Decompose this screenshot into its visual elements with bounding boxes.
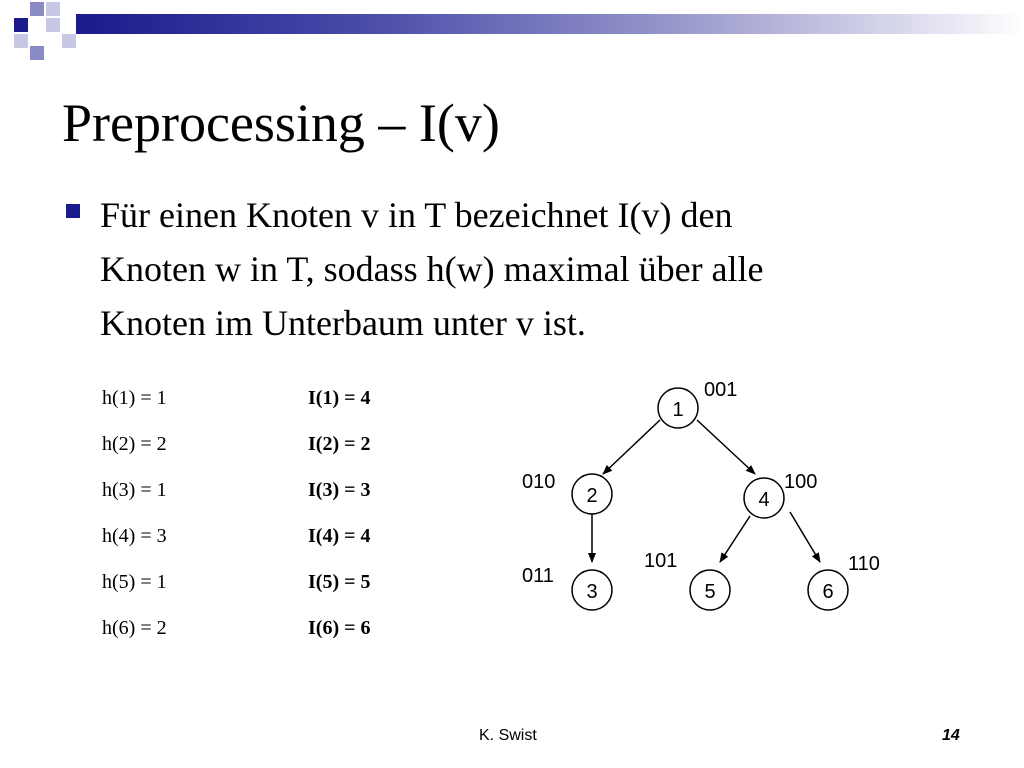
tree-edge <box>697 420 755 474</box>
decor-square <box>14 18 28 32</box>
h-value: h(3) = 1 <box>102 479 167 501</box>
i-value: I(6) = 6 <box>308 617 371 639</box>
table-row <box>102 522 422 568</box>
tree-edge <box>790 512 820 562</box>
bullet-square-icon <box>66 204 80 218</box>
node-label: 4 <box>758 489 770 511</box>
node-code: 011 <box>522 565 554 587</box>
values-table <box>102 384 422 660</box>
tree-diagram <box>500 370 920 620</box>
node-code: 010 <box>522 471 556 493</box>
decor-square <box>46 2 60 16</box>
tree-edge <box>603 420 660 474</box>
i-value: I(3) = 3 <box>308 479 371 501</box>
node-label: 3 <box>586 581 598 603</box>
bullet-line: Knoten w in T, sodass h(w) maximal über alle <box>100 249 764 289</box>
node-label: 2 <box>586 485 598 507</box>
decor-square <box>14 34 28 48</box>
table-row <box>102 476 422 522</box>
node-code: 101 <box>644 550 678 572</box>
node-code: 001 <box>704 379 738 401</box>
node-code: 110 <box>848 553 880 575</box>
bullet-line: Knoten im Unterbaum unter v ist. <box>100 303 586 343</box>
h-value: h(5) = 1 <box>102 571 167 593</box>
node-label: 6 <box>822 581 834 603</box>
h-value: h(6) = 2 <box>102 617 167 639</box>
i-value: I(4) = 4 <box>308 525 371 547</box>
bullet-line: Für einen Knoten v in T bezeichnet I(v) den <box>100 195 733 235</box>
decor-square <box>62 34 76 48</box>
i-value: I(1) = 4 <box>308 387 371 409</box>
node-code: 100 <box>784 471 818 493</box>
table-row <box>102 614 422 660</box>
decor-square <box>30 2 44 16</box>
table-row <box>102 568 422 614</box>
i-value: I(2) = 2 <box>308 433 371 455</box>
tree-edge <box>720 516 750 562</box>
h-value: h(1) = 1 <box>102 387 167 409</box>
node-label: 5 <box>704 581 716 603</box>
header-decoration <box>0 0 1024 62</box>
page-number: 14 <box>942 727 960 744</box>
table-row <box>102 430 422 476</box>
header-gradient-bar <box>76 14 1024 34</box>
node-label: 1 <box>672 399 684 421</box>
h-value: h(2) = 2 <box>102 433 167 455</box>
i-value: I(5) = 5 <box>308 571 371 593</box>
footer-author: K. Swist <box>479 727 537 744</box>
table-row <box>102 384 422 430</box>
bullet-paragraph <box>100 188 980 350</box>
decor-square <box>46 18 60 32</box>
page-title: Preprocessing – I(v) <box>62 93 500 153</box>
decor-square <box>30 46 44 60</box>
h-value: h(4) = 3 <box>102 525 167 547</box>
